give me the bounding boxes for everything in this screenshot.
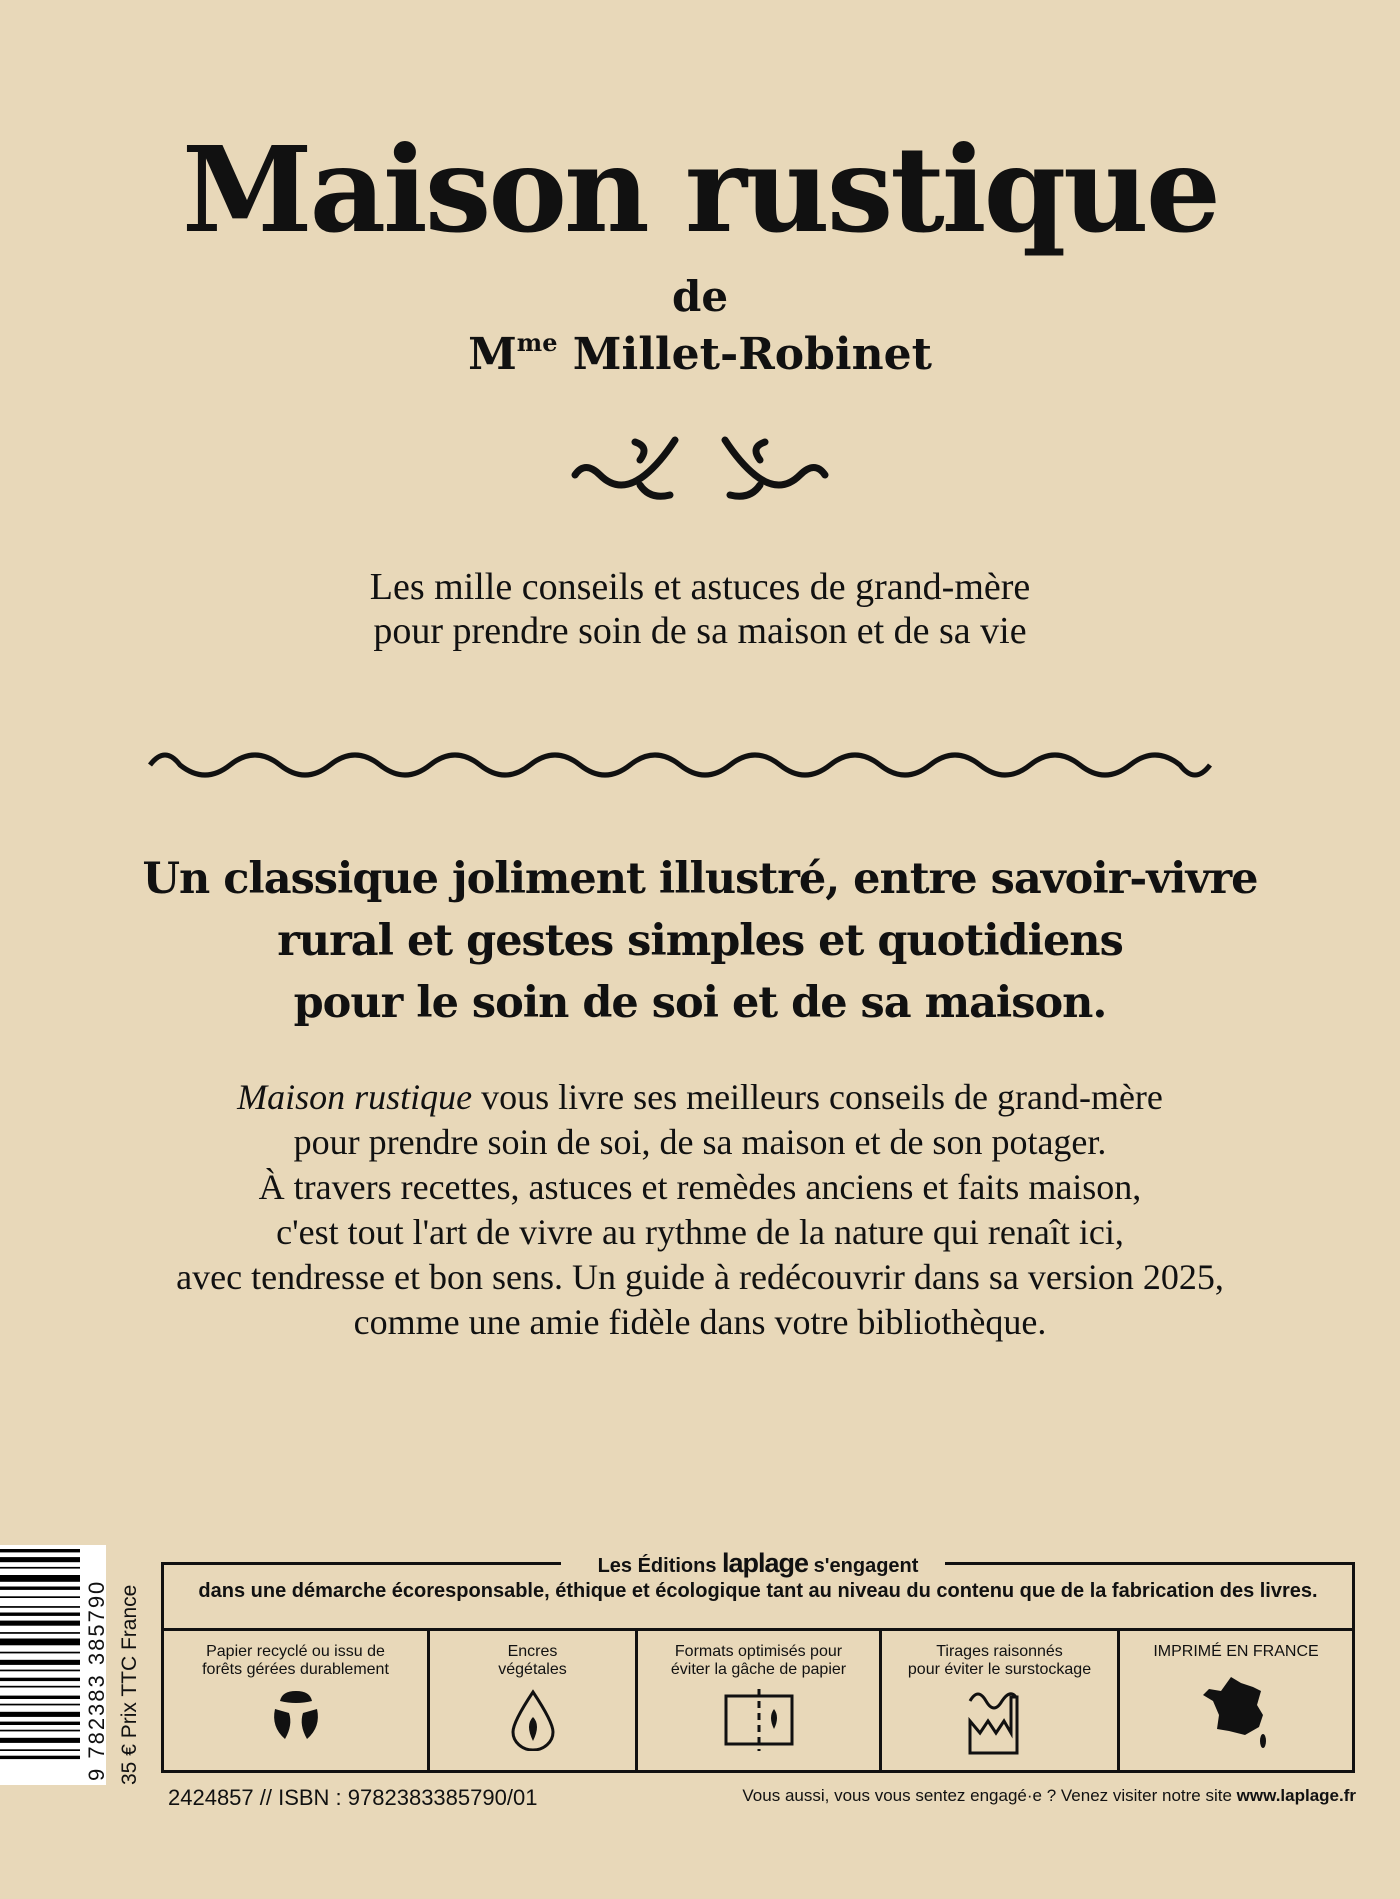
engagement-subtitle: dans une démarche écoresponsable, éthique et écologique tant au niveau du contenu que de la fabrication des livres. [198, 1580, 1318, 1602]
engagement-item [882, 1631, 1120, 1770]
barcode-bar [0, 1712, 80, 1717]
item-label: végétales [498, 1661, 567, 1678]
subtitle-line: Les mille conseils et astuces de grand-mère [369, 566, 1031, 608]
engagement-title [164, 1548, 1352, 1579]
factory-icon [967, 1689, 1033, 1755]
paper-format-icon [724, 1689, 794, 1751]
engagement-items [164, 1628, 1352, 1770]
barcode-bar [0, 1722, 80, 1725]
ink-drop-icon [510, 1689, 556, 1751]
blurb-line [0, 1075, 1400, 1120]
barcode-bar [0, 1549, 80, 1552]
barcode-bar [0, 1686, 80, 1688]
vine-ornament-icon [0, 735, 1400, 789]
engagement-item [1120, 1631, 1352, 1770]
barcode [0, 1545, 109, 1785]
barcode-bar [0, 1652, 80, 1654]
barcode-bar [0, 1575, 80, 1582]
barcode-bar [0, 1749, 80, 1751]
author-sup: me [516, 328, 558, 357]
barcode-bar [0, 1756, 80, 1759]
blurb [0, 1075, 1400, 1345]
title-pre: Les Éditions [597, 1555, 723, 1577]
visit-text: Vous aussi, vous vous sentez engagé·e ? Venez visiter notre site [742, 1786, 1237, 1805]
price: 35 € Prix TTC France [118, 1584, 141, 1785]
visit-note [742, 1786, 1356, 1806]
barcode-bar [0, 1621, 80, 1626]
barcode-bar [0, 1639, 80, 1646]
barcode-bar [0, 1670, 80, 1672]
tagline [0, 848, 1400, 1034]
author-name [0, 328, 1400, 380]
brand-logo: laplage [722, 1548, 809, 1578]
author-surname: Millet-Robinet [557, 329, 932, 380]
tagline-line: rural et gestes simples et quotidiens [277, 916, 1123, 966]
item-label: Tirages raisonnés [936, 1643, 1063, 1660]
barcode-bar [0, 1632, 80, 1634]
barcode-bar [0, 1678, 80, 1681]
item-label: forêts gérées durablement [202, 1661, 389, 1678]
blurb-line: avec tendresse et bon sens. Un guide à redécouvrir dans sa version 2025, [176, 1257, 1224, 1297]
engagement-item [430, 1631, 638, 1770]
barcode-digits: 9 782383 385790 [84, 1579, 109, 1781]
blurb-line: comme une amie fidèle dans votre bibliothèque. [353, 1302, 1047, 1342]
barcode-bar [0, 1567, 80, 1569]
barcode-bar [0, 1660, 80, 1665]
flourish-ornament-icon [0, 430, 1400, 514]
blurb-text: vous livre ses meilleurs conseils de grand-mère [472, 1077, 1163, 1117]
website-link[interactable]: www.laplage.fr [1236, 1786, 1356, 1805]
engagement-item [638, 1631, 882, 1770]
item-label: Formats optimisés pour [674, 1643, 843, 1660]
blurb-line: c'est tout l'art de vivre au rythme de la nature qui renaît ici, [276, 1212, 1124, 1252]
subtitle [0, 565, 1400, 653]
book-title: Maison rustique [181, 120, 1218, 259]
tagline-line: pour le soin de soi et de sa maison. [293, 978, 1107, 1028]
barcode-bar [0, 1704, 80, 1706]
recycle-leaves-icon [271, 1689, 321, 1741]
isbn: 2424857 // ISBN : 9782383385790/01 [168, 1785, 538, 1810]
barcode-bar [0, 1738, 80, 1743]
by-label: de [671, 272, 729, 321]
blurb-line: À travers recettes, astuces et remèdes anciens et faits maison, [258, 1167, 1142, 1207]
france-map-icon [1201, 1675, 1271, 1751]
subtitle-line: pour prendre soin de sa maison et de sa vie [373, 610, 1027, 652]
barcode-bar [0, 1730, 80, 1732]
barcode-bar [0, 1696, 80, 1699]
barcode-bar [0, 1557, 80, 1562]
item-label: Encres [507, 1643, 558, 1660]
engagement-box [161, 1548, 1355, 1773]
item-label: éviter la gâche de papier [670, 1661, 847, 1678]
author-prefix: M [468, 329, 517, 380]
blurb-book-title: Maison rustique [237, 1077, 473, 1117]
barcode-bar [0, 1613, 80, 1616]
tagline-line: Un classique joliment illustré, entre savoir-vivre [142, 854, 1258, 904]
title-post: s'engagent [808, 1555, 919, 1577]
barcode-bar [0, 1587, 80, 1590]
item-label: pour éviter le surstockage [907, 1661, 1092, 1678]
engagement-item [164, 1631, 430, 1770]
barcode-bar [0, 1606, 80, 1608]
item-label: Papier recyclé ou issu de [206, 1643, 385, 1660]
item-label: IMPRIMÉ EN FRANCE [1153, 1643, 1319, 1660]
barcode-bar [0, 1596, 80, 1598]
blurb-line: pour prendre soin de soi, de sa maison et de son potager. [293, 1122, 1107, 1162]
